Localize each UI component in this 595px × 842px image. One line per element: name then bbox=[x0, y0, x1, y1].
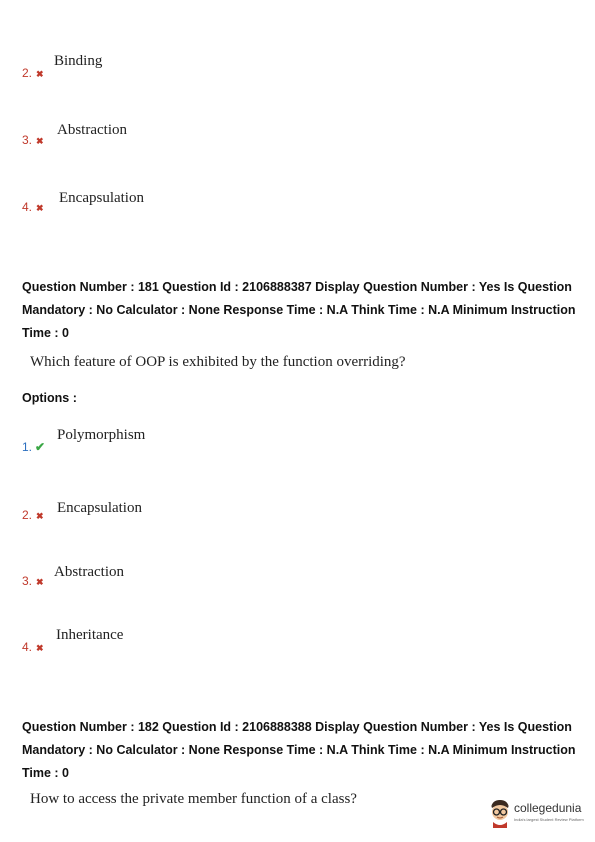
option-text: Encapsulation bbox=[59, 190, 144, 206]
option-number: 4. ✖ bbox=[22, 200, 44, 214]
logo-tagline: India's largest Student Review Platform bbox=[514, 817, 584, 822]
cross-icon: ✖ bbox=[36, 203, 44, 213]
logo-name: collegedunia bbox=[514, 801, 582, 815]
cross-icon: ✖ bbox=[36, 136, 44, 146]
option-number: 3. ✖ bbox=[22, 133, 44, 147]
option-text: Encapsulation bbox=[57, 500, 142, 516]
cross-icon: ✖ bbox=[36, 69, 44, 79]
option-number: 2. ✖ bbox=[22, 508, 44, 522]
option-number: 4. ✖ bbox=[22, 640, 44, 654]
option-text: Binding bbox=[54, 53, 103, 69]
question-text: How to access the private member function of a class? bbox=[30, 791, 357, 807]
option-text: Polymorphism bbox=[57, 427, 146, 443]
option-number: 1. ✔ bbox=[22, 440, 46, 454]
options-label: Options : bbox=[22, 391, 77, 405]
question-meta: Question Number : 181 Question Id : 2106888387 Display Question Number : Yes Is Question Mandatory : No Calculator : None Response Time : N.A Think Time : N.A Minimum Instruction Time : 0 bbox=[22, 280, 576, 340]
option-number: 2. ✖ bbox=[22, 66, 44, 80]
option-number: 3. ✖ bbox=[22, 574, 44, 588]
option-text: Abstraction bbox=[57, 122, 127, 138]
option-text: Abstraction bbox=[54, 564, 124, 580]
collegedunia-logo bbox=[488, 798, 588, 830]
mascot-icon bbox=[488, 798, 512, 828]
option-text: Inheritance bbox=[56, 627, 124, 643]
cross-icon: ✖ bbox=[36, 577, 44, 587]
question-text: Which feature of OOP is exhibited by the function overriding? bbox=[30, 354, 406, 370]
check-icon: ✔ bbox=[35, 440, 46, 454]
cross-icon: ✖ bbox=[36, 511, 44, 521]
question-meta: Question Number : 182 Question Id : 2106888388 Display Question Number : Yes Is Question Mandatory : No Calculator : None Response Time : N.A Think Time : N.A Minimum Instruction Time : 0 bbox=[22, 720, 576, 780]
cross-icon: ✖ bbox=[36, 643, 44, 653]
